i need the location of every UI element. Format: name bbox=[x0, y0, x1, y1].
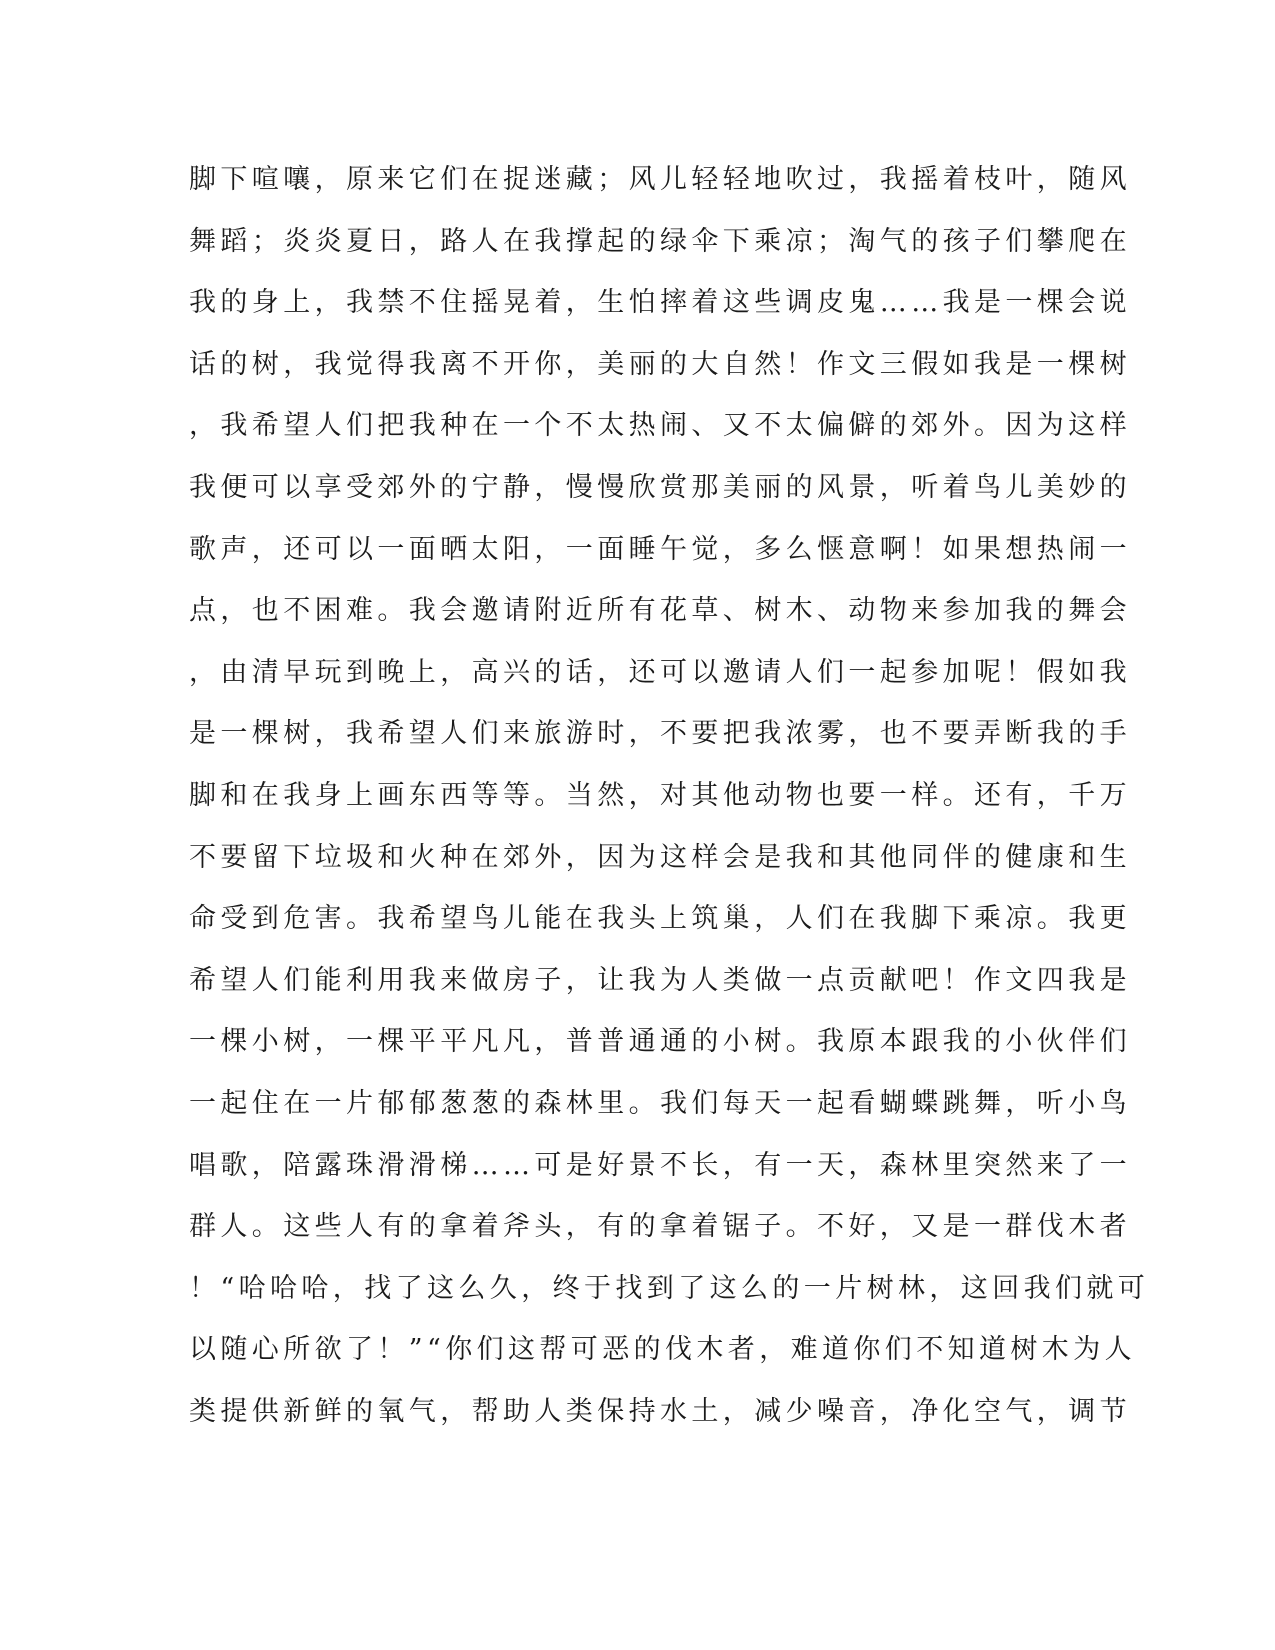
text-line: 点，也不困难。我会邀请附近所有花草、树木、动物来参加我的舞会 bbox=[189, 595, 1131, 627]
text-line: 话的树，我觉得我离不开你，美丽的大自然！作文三假如我是一棵树 bbox=[189, 348, 1131, 380]
text-line: 是一棵树，我希望人们来旅游时，不要把我浓雾，也不要弄断我的手 bbox=[189, 718, 1131, 750]
text-line: ！“哈哈哈，找了这么久，终于找到了这么的一片树林，这回我们就可 bbox=[189, 1272, 1150, 1304]
text-line: 我便可以享受郊外的宁静，慢慢欣赏那美丽的风景，听着鸟儿美妙的 bbox=[189, 471, 1131, 503]
text-line: 类提供新鲜的氧气，帮助人类保持水土，减少噪音，净化空气，调节 bbox=[189, 1395, 1131, 1427]
text-line: 一起住在一片郁郁葱葱的森林里。我们每天一起看蝴蝶跳舞，听小鸟 bbox=[189, 1087, 1131, 1119]
text-line: 希望人们能利用我来做房子，让我为人类做一点贡献吧！作文四我是 bbox=[189, 964, 1131, 996]
text-line: 脚和在我身上画东西等等。当然，对其他动物也要一样。还有，千万 bbox=[189, 779, 1131, 811]
text-line: 脚下喧嚷，原来它们在捉迷藏；风儿轻轻地吹过，我摇着枝叶，随风 bbox=[189, 164, 1131, 195]
text-line: 命受到危害。我希望鸟儿能在我头上筑巢，人们在我脚下乘凉。我更 bbox=[189, 903, 1131, 935]
text-line: 唱歌，陪露珠滑滑梯……可是好景不长，有一天，森林里突然来了一 bbox=[189, 1149, 1131, 1181]
text-line: 一棵小树，一棵平平凡凡，普普通通的小树。我原本跟我的小伙伴们 bbox=[189, 1026, 1131, 1058]
text-line: 我的身上，我禁不住摇晃着，生怕摔着这些调皮鬼……我是一棵会说 bbox=[189, 287, 1131, 319]
body-text bbox=[189, 160, 1150, 1453]
text-line: 以随心所欲了！”“你们这帮可恶的伐木者，难道你们不知道树木为人 bbox=[189, 1334, 1137, 1366]
text-line: 群人。这些人有的拿着斧头，有的拿着锯子。不好，又是一群伐木者 bbox=[189, 1211, 1131, 1243]
text-line: ，由清早玩到晚上，高兴的话，还可以邀请人们一起参加呢！假如我 bbox=[189, 656, 1131, 688]
text-line: 歌声，还可以一面晒太阳，一面睡午觉，多么惬意啊！如果想热闹一 bbox=[189, 533, 1131, 565]
text-line: ，我希望人们把我种在一个不太热闹、又不太偏僻的郊外。因为这样 bbox=[189, 410, 1131, 442]
text-line: 不要留下垃圾和火种在郊外，因为这样会是我和其他同伴的健康和生 bbox=[189, 841, 1131, 873]
text-line: 舞蹈；炎炎夏日，路人在我撑起的绿伞下乘凉；淘气的孩子们攀爬在 bbox=[189, 225, 1131, 257]
